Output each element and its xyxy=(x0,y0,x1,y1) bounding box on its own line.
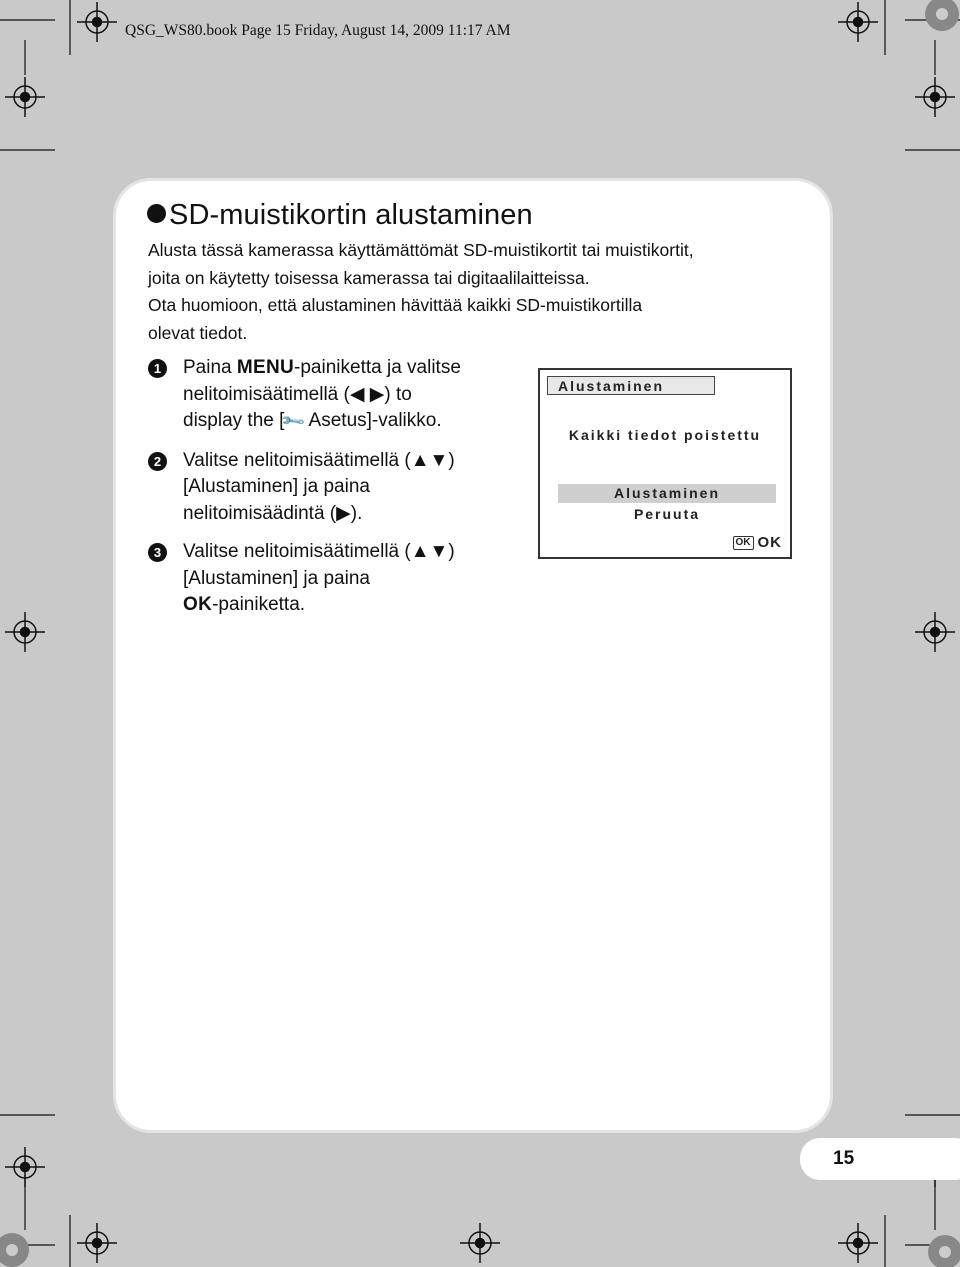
intro-line: Alusta tässä kamerassa käyttämättömät SD-muistikortit tai muistikortit, xyxy=(148,240,694,260)
print-header: QSG_WS80.book Page 15 Friday, August 14, 2009 11:17 AM xyxy=(125,22,511,39)
intro-line: olevat tiedot. xyxy=(148,322,248,343)
menu-key-label: MENU xyxy=(236,357,295,378)
screen-menu-title: Alustaminen xyxy=(547,376,715,395)
step-number: 2 xyxy=(148,452,167,471)
intro-line: joita on käytetty toisessa kamerassa tai digitaalilaitteissa. xyxy=(148,267,590,288)
step-number: 3 xyxy=(148,543,167,562)
intro-text xyxy=(148,237,828,347)
bullet-icon xyxy=(147,204,166,223)
step-number: 1 xyxy=(148,359,167,378)
steps-list xyxy=(148,355,518,631)
screen-ok-label: OK xyxy=(757,534,782,551)
section-title: SD-muistikortin alustaminen xyxy=(147,199,533,232)
step-1: 1 Paina MENU-painiketta ja valitse nelitoimisäätimellä (◀ ▶) to display the [🔧 Asetus]-valikko. xyxy=(148,355,518,436)
page-number: 15 xyxy=(833,1148,855,1169)
intro-line: Ota huomioon, että alustaminen hävittää kaikki SD-muistikortilla xyxy=(148,295,643,315)
page-number-tab xyxy=(800,1138,960,1180)
screen-option-cancel: Peruuta xyxy=(633,506,701,522)
wrench-icon: 🔧 xyxy=(280,408,307,435)
screen-ok-hint xyxy=(733,534,783,551)
ok-button-icon: OK xyxy=(733,536,754,550)
camera-screen-illustration xyxy=(538,368,792,559)
step-2: 2 Valitse nelitoimisäätimellä (▲▼) [Alustaminen] ja paina nelitoimisäädintä (▶). xyxy=(148,448,518,528)
step-3: 3 Valitse nelitoimisäätimellä (▲▼) [Alustaminen] ja paina OK-painiketta. xyxy=(148,539,518,619)
screen-message: Kaikki tiedot poistettu xyxy=(568,427,762,443)
screen-option-format: Alustaminen xyxy=(558,484,776,503)
ok-key-label: OK xyxy=(183,594,213,615)
